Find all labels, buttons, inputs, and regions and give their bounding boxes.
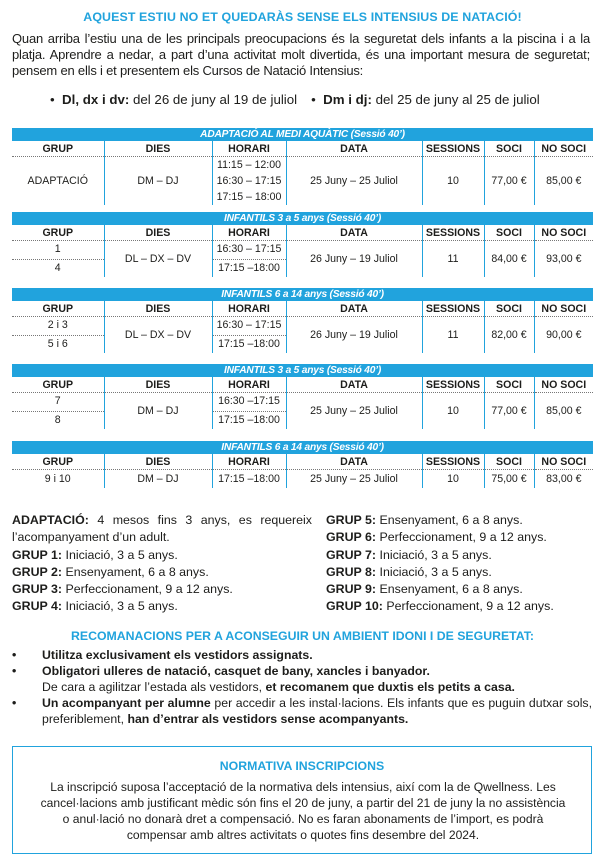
column-header: NO SOCI (534, 454, 593, 470)
horari-cell-line: 16:30 – 17:15 (216, 243, 282, 255)
column-header: NO SOCI (534, 141, 593, 157)
column-header: HORARI (212, 454, 286, 470)
grup-cell: 9 i 10 (44, 472, 71, 485)
group-desc: GRUP 2: Ensenyament, 6 a 8 anys. (12, 564, 209, 579)
schedule-table (12, 212, 593, 277)
column-header: GRUP (12, 454, 104, 470)
nosoci-cell: 93,00 € (534, 241, 593, 278)
horari-cell-line: 17:15 –18:00 (213, 335, 286, 354)
normativa-box (12, 746, 592, 854)
column-header: DIES (104, 301, 212, 317)
table-caption: INFANTILS 6 a 14 anys (Sessió 40’) (12, 441, 593, 454)
horari-cell-line: 16:30 –17:15 (218, 395, 280, 407)
column-header: HORARI (212, 301, 286, 317)
group-desc: GRUP 6: Perfeccionament, 9 a 12 anys. (326, 530, 547, 545)
date-days: Dl, dx i dv: (62, 92, 130, 107)
horari-cell (212, 393, 286, 430)
date-bullet: • (50, 92, 63, 107)
soci-cell: 77,00 € (484, 157, 534, 206)
sessions-cell: 11 (422, 241, 484, 278)
horari-cell-line: 17:15 –18:00 (213, 259, 286, 278)
column-header: SOCI (484, 225, 534, 241)
dies-cell: DM – DJ (104, 157, 212, 206)
nosoci-cell: 85,00 € (534, 157, 593, 206)
group-desc: GRUP 4: Iniciació, 3 a 5 anys. (12, 599, 178, 614)
schedule-table (12, 288, 593, 353)
sessions-cell: 10 (422, 393, 484, 430)
horari-cell (212, 241, 286, 278)
column-header: DATA (286, 454, 422, 470)
date-bullet: • (311, 92, 324, 107)
date-range: del 26 de juny al 19 de juliol (132, 92, 298, 107)
schedule-table (12, 128, 593, 205)
column-header: NO SOCI (534, 301, 593, 317)
grup-cell-line: 8 (12, 411, 104, 430)
data-cell: 25 Juny – 25 Juliol (286, 157, 422, 206)
column-header: SOCI (484, 454, 534, 470)
grup-cell: ADAPTACIÓ (27, 175, 88, 187)
column-header: GRUP (12, 377, 104, 393)
nosoci-cell: 85,00 € (534, 393, 593, 430)
normativa-text: La inscripció suposa l’acceptació de la normativa dels intensius, així com la de Qwellness. Les cancel·lacions amb justificant mèdic són fins el 20 de juny, a partir del 21 de juny la no assistència o anul·lació no donarà dret a compensació. No es faran abonaments de l’import, es podrà compensar amb altres activitats o quotes fins desembre del 2024. (40, 780, 566, 842)
column-header: SESSIONS (422, 141, 484, 157)
bullet: • (12, 664, 17, 678)
recommendations-list (12, 647, 592, 727)
group-desc: GRUP 10: Perfeccionament, 9 a 12 anys. (326, 599, 554, 614)
column-header: SOCI (484, 301, 534, 317)
column-header: DATA (286, 141, 422, 157)
column-header: GRUP (12, 301, 104, 317)
group-desc: GRUP 8: Iniciació, 3 a 5 anys. (326, 564, 492, 579)
soci-cell: 84,00 € (484, 241, 534, 278)
table-row (12, 393, 593, 430)
column-header: SOCI (484, 141, 534, 157)
groups-left-list (12, 512, 312, 616)
column-header: DIES (104, 141, 212, 157)
column-header: SESSIONS (422, 377, 484, 393)
horari-cell (212, 157, 286, 206)
column-header: HORARI (212, 377, 286, 393)
date-days: Dm i dj: (323, 92, 372, 107)
column-header: NO SOCI (534, 377, 593, 393)
grup-cell-line: 2 i 3 (47, 319, 68, 331)
table-row (12, 470, 593, 488)
grup-cell-line: 1 (54, 243, 61, 255)
table-caption: INFANTILS 3 a 5 anys (Sessió 40’) (12, 364, 593, 377)
bullet: • (12, 648, 17, 662)
data-cell: 26 Juny – 19 Juliol (286, 241, 422, 278)
horari-cell (212, 317, 286, 354)
sessions-cell: 10 (422, 157, 484, 206)
recommendations-title: RECOMANACIONS PER A ACONSEGUIR UN AMBIENT IDONI I DE SEGURETAT: (71, 629, 534, 643)
table-caption: INFANTILS 6 a 14 anys (Sessió 40’) (12, 288, 593, 301)
table-caption: ADAPTACIÓ AL MEDI AQUÀTIC (Sessió 40’) (12, 128, 593, 141)
group-desc: ADAPTACIÓ: 4 mesos fins 3 anys, es requereix l’acompanyament d’un adult. (12, 513, 312, 545)
intro-paragraph: Quan arriba l’estiu una de les principals preocupacions és la seguretat dels infants a la piscina i a la platja. Aprendre a nedar, a part d’una activitat molt divertida, és una important mesura de seguretat; pensem en ells i et presentem els Cursos de Natació Intensius: (12, 31, 590, 78)
sessions-cell: 10 (422, 470, 484, 488)
horari-cell-line: 16:30 – 17:15 (216, 175, 282, 187)
soci-cell: 75,00 € (484, 470, 534, 488)
list-item: • Un acompanyant per alumne per accedir a les instal·lacions. Els infants que es puguin dutxar sols, preferiblement, han d’entrar als vestidors sense acompanyants. (12, 696, 592, 726)
group-desc: GRUP 3: Perfeccionament, 9 a 12 anys. (12, 582, 233, 597)
column-header: NO SOCI (534, 225, 593, 241)
column-header: DIES (104, 377, 212, 393)
grup-cell-line: 7 (54, 395, 61, 407)
list-item: • Utilitza exclusivament els vestidors assignats. (12, 648, 313, 662)
bullet: • (12, 696, 17, 710)
horari-cell-line: 11:15 – 12:00 (216, 159, 281, 171)
column-header: HORARI (212, 225, 286, 241)
column-header: GRUP (12, 141, 104, 157)
soci-cell: 77,00 € (484, 393, 534, 430)
dies-cell: DM – DJ (104, 470, 212, 488)
nosoci-cell: 90,00 € (534, 317, 593, 354)
horari-cell-line: 17:15 – 18:00 (216, 191, 282, 203)
data-cell: 25 Juny – 25 Juliol (286, 393, 422, 430)
table-row (12, 241, 593, 278)
column-header: SOCI (484, 377, 534, 393)
course-dates (50, 92, 540, 107)
table-row (12, 157, 593, 206)
column-header: DIES (104, 454, 212, 470)
sessions-cell: 11 (422, 317, 484, 354)
schedule-table (12, 364, 593, 429)
group-desc: GRUP 5: Ensenyament, 6 a 8 anys. (326, 513, 523, 527)
column-header: GRUP (12, 225, 104, 241)
groups-right-list (326, 512, 596, 616)
grup-cell (12, 317, 104, 354)
table-caption: INFANTILS 3 a 5 anys (Sessió 40’) (12, 212, 593, 225)
column-header: DATA (286, 377, 422, 393)
data-cell: 25 Juny – 25 Juliol (286, 470, 422, 488)
table-row (12, 317, 593, 354)
group-desc: GRUP 7: Iniciació, 3 a 5 anys. (326, 547, 492, 562)
list-item: • Obligatori ulleres de natació, casquet de bany, xancles i banyador. De cara a agilitzar l’estada als vestidors, et recomanem que duxtis els petits a casa. (12, 664, 515, 694)
schedule-table (12, 441, 593, 488)
column-header: SESSIONS (422, 454, 484, 470)
column-header: DIES (104, 225, 212, 241)
horari-cell-line: 17:15 –18:00 (213, 411, 286, 430)
dies-cell: DM – DJ (104, 393, 212, 430)
grup-cell-line: 4 (12, 259, 104, 278)
column-header: DATA (286, 225, 422, 241)
column-header: DATA (286, 301, 422, 317)
horari-cell: 17:15 –18:00 (212, 470, 286, 488)
nosoci-cell: 83,00 € (534, 470, 593, 488)
horari-cell-line: 16:30 – 17:15 (216, 319, 282, 331)
date-range: del 25 de juny al 25 de juliol (375, 92, 540, 107)
normativa-title: NORMATIVA INSCRIPCIONS (219, 759, 385, 773)
column-header: SESSIONS (422, 301, 484, 317)
dies-cell: DL – DX – DV (104, 317, 212, 354)
page-title: AQUEST ESTIU NO ET QUEDARÀS SENSE ELS INTENSIUS DE NATACIÓ! (83, 10, 522, 24)
grup-cell (12, 393, 104, 430)
data-cell: 26 Juny – 19 Juliol (286, 317, 422, 354)
grup-cell-line: 5 i 6 (12, 335, 104, 354)
column-header: HORARI (212, 141, 286, 157)
group-desc: GRUP 1: Iniciació, 3 a 5 anys. (12, 547, 178, 562)
dies-cell: DL – DX – DV (104, 241, 212, 278)
group-desc: GRUP 9: Ensenyament, 6 a 8 anys. (326, 582, 523, 597)
soci-cell: 82,00 € (484, 317, 534, 354)
column-header: SESSIONS (422, 225, 484, 241)
grup-cell (12, 241, 104, 278)
